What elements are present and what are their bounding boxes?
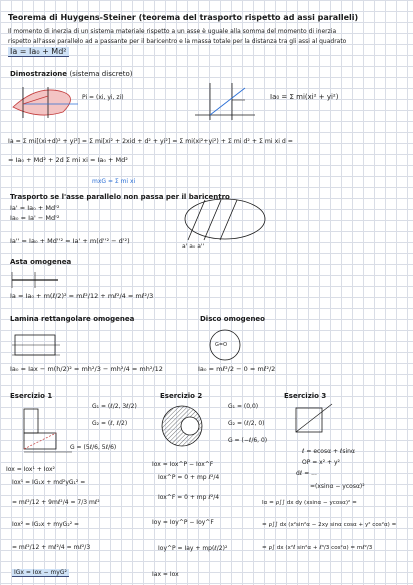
disk-formula: Ia₀ = mℓ²/2 − 0 = mℓ²/2 — [198, 365, 276, 373]
demo-left-sketch — [8, 82, 93, 122]
exercise2-g1: G₁ = (0,0) — [228, 403, 259, 410]
exercise1-line-3: = mℓ²/12 + 9mℓ²/4 = 7/3 mℓ² — [12, 499, 100, 506]
rod-title: Asta omogenea — [10, 258, 72, 266]
rod-sketch — [10, 270, 60, 288]
exercise2-line-3: Iox^F = 0 + mp ℓ²/4 — [158, 494, 220, 501]
exercise3-line-1: ℓ = ecosα + ℓsinα — [302, 448, 355, 455]
exercise2-g: G = (−ℓ/6, 0) — [228, 437, 268, 444]
demo-pi: Pi = (xi, yi, zi) — [82, 94, 124, 101]
exercise2-sketch — [158, 402, 208, 452]
exercise2-g2: G₂ = (ℓ/2, 0) — [228, 420, 265, 427]
intro-line-2: rispetto all'asse parallelo ad a passante per il baricentro e la massa totale per la distanza tra gli assi al quadrato — [8, 38, 347, 45]
rod-formula: Ia = Ia₀ + m(ℓ/2)² = mℓ²/12 + mℓ²/4 = mℓ²/3 — [10, 292, 154, 300]
exercise2-line-6: Iax = Iox — [152, 571, 179, 578]
exercise1-line-2: Iox¹ = IG₁x + md²yG₁² = — [12, 479, 86, 486]
exercise2-line-1: Iox = Iox^P − Iox^F — [152, 461, 214, 468]
theorem-formula: Ia = Ia₀ + Md² — [10, 47, 67, 56]
lamina-sketch — [12, 330, 62, 358]
transport-title: Trasporto se l'asse parallelo non passa per il baricentro — [10, 193, 230, 201]
exercise1-g1: G₁ = (ℓ/2, 3ℓ/2) — [92, 403, 137, 410]
transport-ellipse-sketch — [170, 195, 270, 245]
transport-line-2: Ia₀ = Ia' − Md'² — [10, 214, 60, 222]
demo-ia0: Ia₀ = Σ mi(xi² + yi²) — [270, 93, 339, 101]
exercise3-line-3: dℓ = ... — [296, 470, 317, 477]
transport-line-3: Ia'' = Ia₀ + Md''² = Ia' + m(d''² − d'²) — [10, 237, 130, 245]
exercise1-line-6: IGx = Iox − myG² — [14, 569, 67, 576]
transport-axes: a' a₀ a'' — [182, 243, 205, 250]
exercise2-line-2: Iox^P = 0 + mp ℓ²/4 — [158, 474, 220, 481]
exercise3-line-5: Iα = ρ∫∫ dx dy (xsinα − ycosα)² = — [262, 500, 357, 506]
demonstration-label: Dimostrazione (sistema discreto) — [10, 70, 133, 78]
exercise3-line-7: = ρ∫ dx (x²ℓ sin²α + ℓ³/3 cos²α) = mℓ²/3 — [262, 545, 373, 551]
demo-expansion: Ia = Σ mi[(xi+d)² + yi²] = Σ mi[xi² + 2xid + d² + yi²] = Σ mi(xi²+yi²) + Σ mi d² + Σ mi xi d = — [8, 138, 293, 145]
exercise1-g: G = (5ℓ/6, 5ℓ/6) — [70, 444, 117, 451]
exercise3-line-6: = ρ∫∫ dx (x²sin²α − 2xy sinα cosα + y² cos²α) = — [262, 522, 397, 528]
demo-right-sketch — [190, 80, 260, 122]
page-title: Teorema di Huygens-Steiner (teorema del trasporto rispetto ad assi paralleli) — [8, 13, 359, 22]
exercise1-sketch — [12, 404, 74, 454]
disk-title: Disco omogeneo — [200, 315, 265, 323]
lamina-formula: Ia₀ = Iax − m(h/2)² = mh²/3 − mh²/4 = mh²/12 — [10, 365, 163, 373]
exercise2-line-5: Ioy^P = Iay + mp(ℓ/2)² — [158, 545, 228, 552]
lamina-title: Lamina rettangolare omogenea — [10, 315, 135, 323]
exercise3-line-2: OP = x² + y² — [302, 459, 340, 466]
exercise1-line-1: Iox = Iox¹ + Iox² — [6, 466, 55, 473]
demo-note-m: mxG = Σ mi xi — [92, 178, 136, 185]
exercise1-line-5: = mℓ²/12 + mℓ²/4 = mℓ²/3 — [12, 544, 91, 551]
exercise2-title: Esercizio 2 — [160, 392, 203, 400]
exercise1-g2: G₂ = (ℓ, ℓ/2) — [92, 420, 128, 427]
exercise3-title: Esercizio 3 — [284, 392, 327, 400]
exercise1-title: Esercizio 1 — [10, 392, 53, 400]
transport-line-1: Ia' = Ia₀ + Md'² — [10, 204, 60, 212]
exercise1-line-4: Iox² = IG₂x + myG₂² = — [12, 521, 80, 528]
disk-center: G=O — [215, 342, 227, 348]
exercise3-sketch — [290, 402, 338, 436]
exercise2-line-4: Ioy = Ioy^P − Ioy^F — [152, 519, 214, 526]
demo-result: = Ia₀ + Md² + 2d Σ mi xi = Ia₀ + Md² — [8, 156, 128, 164]
exercise3-line-4: =(xsinα − ycosα)² — [310, 483, 365, 490]
intro-line-1: Il momento di inerzia di un sistema materiale rispetto a un asse è uguale alla somma del momento di inerzia — [8, 28, 337, 35]
